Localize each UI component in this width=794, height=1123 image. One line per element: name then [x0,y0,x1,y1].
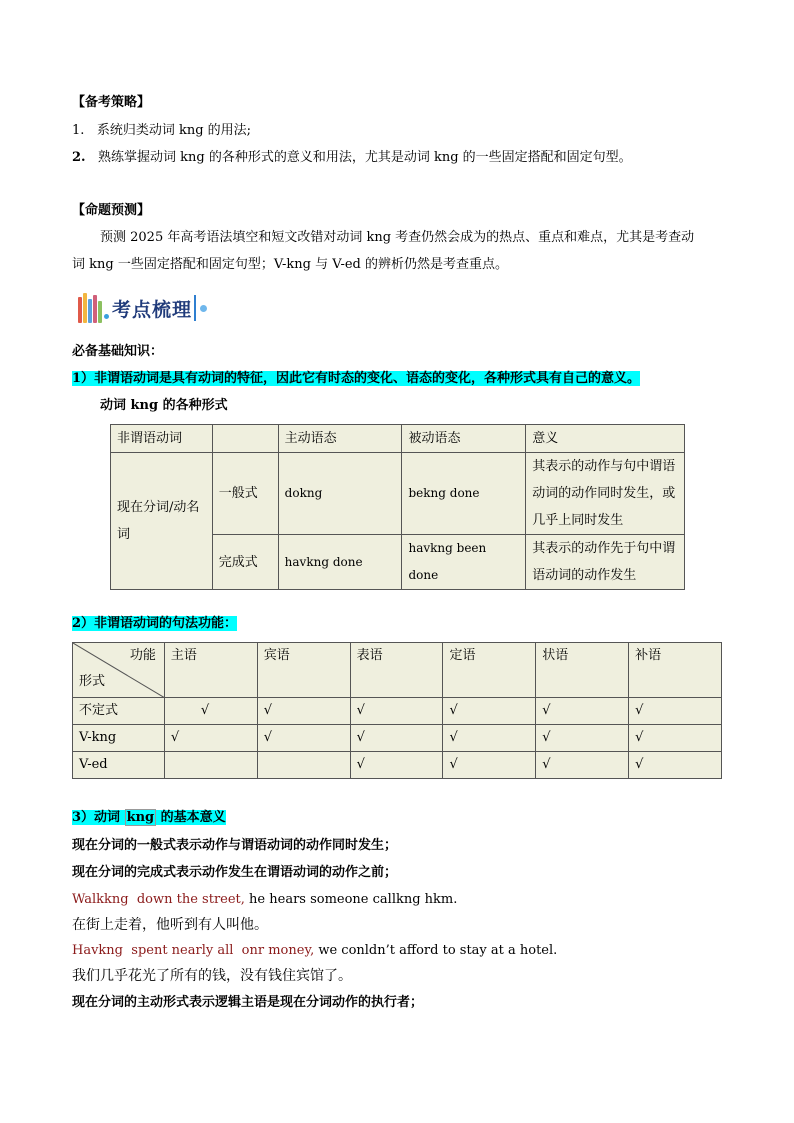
check-cell: √ [536,698,629,725]
form-cell: 完成式 [212,535,278,590]
meaning-cell: 其表示的动作与句中谓语动词的动作同时发生，或几乎上同时发生 [526,453,685,535]
corner-top-label: 功能 [129,648,156,663]
table-header-row [73,643,722,698]
form-cell: 不定式 [73,698,165,725]
column-header: 状语 [536,643,629,698]
rule-2: 现在分词的完成式表示动作发生在谓语动词的动作之前； [72,865,398,880]
example-1 [72,891,457,909]
dot-icon [104,314,109,319]
table-row [73,725,722,752]
example-1-translation: 在街上走着，他听到有人叫他。 [72,917,268,933]
active-cell: havkng done [278,535,402,590]
functions-table [72,642,722,779]
point-2-text: 2）非谓语动词的句法功能： [72,616,238,631]
form-cell: V-kng [73,725,165,752]
example-2-highlight: Havkng spent nearly all onr money, [72,943,315,958]
forms-table [110,424,685,590]
item-number: 2. [72,150,86,165]
passive-cell: havkng been done [402,535,526,590]
check-cell [164,752,257,779]
check-cell: √ [536,725,629,752]
item-text: 熟练掌握动词 kng 的各种形式的意义和用法，尤其是动词 kng 的一些固定搭配和固定句型。 [97,150,632,165]
table-row [111,453,685,535]
prediction-line-2: 词 kng 一些固定搭配和固定句型；V-kng 与 V-ed 的辨析仍然是考查重点。 [72,257,508,272]
table-header: 意义 [526,425,685,453]
dot-icon [200,305,207,312]
column-header: 主语 [164,643,257,698]
corner-bottom-label: 形式 [79,674,106,689]
check-cell: √ [629,698,722,725]
check-cell: √ [164,725,257,752]
check-cell: √ [350,752,443,779]
meaning-cell: 其表示的动作先于句中谓语动词的动作发生 [526,535,685,590]
item-text: 系统归类动词 kng 的用法; [96,123,252,138]
strategy-heading: 【备考策略】 [72,95,151,110]
column-header: 表语 [350,643,443,698]
check-cell: √ [629,725,722,752]
check-cell: √ [536,752,629,779]
table-header: 被动语态 [402,425,526,453]
check-cell: √ [257,725,350,752]
corner-cell [73,643,165,698]
row-label: 现在分词/动名词 [111,453,213,590]
form-cell: V-ed [73,752,165,779]
check-cell: √ [257,698,350,725]
cursor-bar [194,295,196,321]
prediction-line-1: 预测 2025 年高考语法填空和短文改错对动词 kng 考查仍然会成为的热点、重点和难点，尤其是考查动 [100,230,695,245]
banner-title: 考点梳理 [112,298,193,321]
strategy-item-1 [72,122,251,140]
check-cell: √ [443,752,536,779]
table-header: 非谓语动词 [111,425,213,453]
basics-label: 必备基础知识： [72,344,164,359]
point-3 [72,809,226,827]
point-3-suffix: 的基本意义 [156,810,226,825]
rule-3: 现在分词的主动形式表示逻辑主语是现在分词动作的执行者； [72,995,424,1010]
form-cell: 一般式 [212,453,278,535]
books-icon [78,293,102,323]
check-cell: √ [443,725,536,752]
example-1-highlight: Walkkng down the street, [72,892,245,907]
check-cell: √ [629,752,722,779]
table1-title: 动词 kng 的各种形式 [100,398,228,413]
column-header: 宾语 [257,643,350,698]
point-3-prefix: 3）动词 [72,810,125,825]
table-header: 主动语态 [278,425,402,453]
check-cell: √ [443,698,536,725]
passive-cell: bekng done [402,453,526,535]
example-1-rest: he hears someone callkng hkm. [244,892,458,907]
table-row [73,752,722,779]
check-cell: √ [350,698,443,725]
strategy-item-2 [72,149,632,167]
example-2 [72,942,557,960]
column-header: 补语 [629,643,722,698]
prediction-heading: 【命题预测】 [72,203,151,218]
section-banner [78,291,207,325]
active-cell: dokng [278,453,402,535]
item-number: 1. [72,123,85,138]
point-3-word: kng [126,810,155,825]
point-2 [72,615,237,633]
check-cell [257,752,350,779]
example-2-rest: we conldn’t afford to stay at a hotel. [314,943,558,958]
rule-1: 现在分词的一般式表示动作与谓语动词的动作同时发生； [72,838,398,853]
point-1-text: 1）非谓语动词是具有动词的特征，因此它有时态的变化、语态的变化，各种形式具有自己的意义。 [72,371,641,386]
column-header: 定语 [443,643,536,698]
check-cell: √ [350,725,443,752]
table-header [212,425,278,453]
example-2-translation: 我们几乎花光了所有的钱，没有钱住宾馆了。 [72,968,352,984]
point-1 [72,370,640,388]
table-header-row [111,425,685,453]
table-row [73,698,722,725]
check-cell: √ [164,698,257,725]
